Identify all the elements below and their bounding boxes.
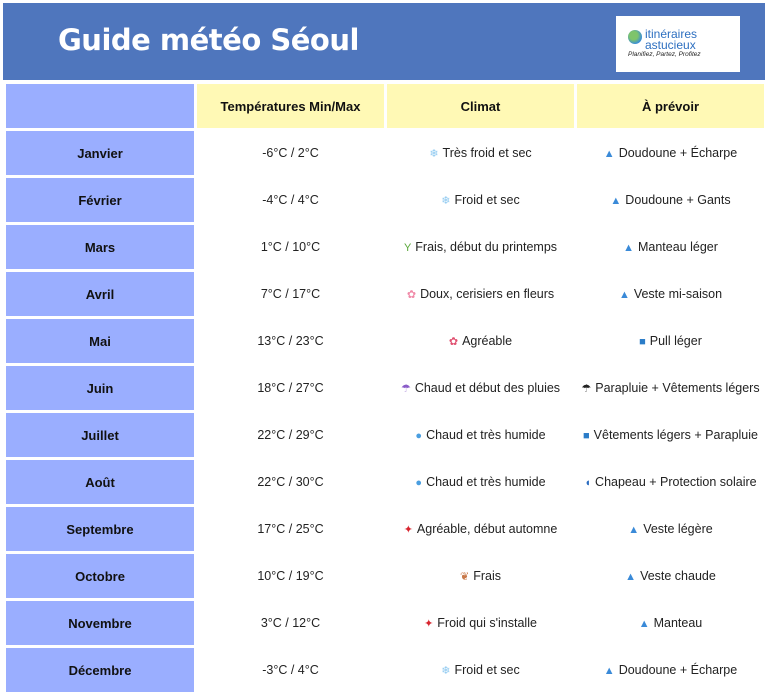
header-climate: Climat bbox=[387, 84, 574, 128]
coat-icon: ▲ bbox=[603, 665, 615, 677]
temperature-cell: 22°C / 30°C bbox=[257, 475, 324, 489]
gear-text: Veste légère bbox=[643, 522, 713, 536]
logo-line1: itinéraires bbox=[645, 27, 698, 41]
temperature-cell: -4°C / 4°C bbox=[262, 193, 319, 207]
temperature-cell: 3°C / 12°C bbox=[260, 616, 321, 630]
month-cell: Octobre bbox=[6, 554, 194, 598]
temperature-cell: -3°C / 4°C bbox=[262, 663, 319, 677]
tshirt-icon: ■ bbox=[583, 430, 590, 442]
climate-cell bbox=[387, 178, 574, 222]
table-row bbox=[6, 225, 764, 269]
temperature-cell: 22°C / 29°C bbox=[257, 428, 324, 442]
umbrella-icon: ☂ bbox=[581, 383, 592, 395]
header-temperatures: Températures Min/Max bbox=[197, 84, 384, 128]
climate-text: Frais bbox=[473, 569, 501, 583]
temperature-cell: 18°C / 27°C bbox=[257, 381, 324, 395]
month-cell: Avril bbox=[6, 272, 194, 316]
climate-text: Agréable bbox=[462, 334, 513, 348]
gear-cell bbox=[577, 319, 764, 363]
coat-icon: ▲ bbox=[623, 242, 634, 254]
climate-cell bbox=[387, 225, 574, 269]
gear-text: Veste mi-saison bbox=[633, 287, 723, 301]
coat-icon: ▲ bbox=[610, 195, 622, 207]
temperature-cell: 13°C / 23°C bbox=[257, 334, 324, 348]
climate-text: Agréable, début automne bbox=[416, 522, 558, 536]
month-cell: Novembre bbox=[6, 601, 194, 645]
table-row bbox=[6, 460, 764, 504]
gear-text: Doudoune + Gants bbox=[625, 193, 731, 207]
month-cell: Janvier bbox=[6, 131, 194, 175]
gear-cell bbox=[577, 460, 764, 504]
gear-text: Manteau léger bbox=[637, 240, 718, 254]
climate-text: Chaud et très humide bbox=[426, 475, 546, 489]
climate-cell bbox=[387, 413, 574, 457]
gear-text: Manteau bbox=[653, 616, 703, 630]
climate-cell bbox=[387, 131, 574, 175]
climate-cell bbox=[387, 319, 574, 363]
month-cell: Juin bbox=[6, 366, 194, 410]
globe-icon bbox=[628, 30, 642, 44]
header-banner bbox=[3, 3, 765, 80]
gear-cell bbox=[577, 131, 764, 175]
climate-text: Très froid et sec bbox=[442, 146, 532, 160]
table-row bbox=[6, 648, 764, 692]
gear-cell bbox=[577, 366, 764, 410]
climate-text: Froid qui s'installe bbox=[437, 616, 537, 630]
month-cell: Décembre bbox=[6, 648, 194, 692]
climate-text: Frais, début du printemps bbox=[415, 240, 558, 254]
climate-cell bbox=[387, 507, 574, 551]
table-row bbox=[6, 601, 764, 645]
climate-text: Chaud et début des pluies bbox=[414, 381, 561, 395]
droplet-icon: ● bbox=[415, 430, 423, 442]
coat-icon: ▲ bbox=[618, 289, 630, 301]
gear-cell bbox=[577, 225, 764, 269]
climate-cell bbox=[387, 648, 574, 692]
table-row bbox=[6, 319, 764, 363]
coat-icon: ▲ bbox=[628, 524, 640, 536]
header-blank bbox=[6, 84, 194, 128]
page-title: Guide météo Séoul bbox=[58, 23, 359, 57]
month-cell: Août bbox=[6, 460, 194, 504]
logo-tagline: Planifiez, Partez, Profitez bbox=[628, 51, 701, 58]
climate-cell bbox=[387, 272, 574, 316]
snowflake-icon: ❄ bbox=[429, 148, 439, 160]
umbrella-rain-icon: ☂ bbox=[400, 383, 411, 395]
table-header-row bbox=[6, 84, 764, 128]
cherry-blossom-icon: ✿ bbox=[406, 289, 417, 301]
month-cell: Février bbox=[6, 178, 194, 222]
logo bbox=[616, 16, 740, 72]
coat-icon: ▲ bbox=[603, 148, 615, 160]
climate-cell bbox=[387, 366, 574, 410]
seedling-icon: Y bbox=[403, 242, 412, 254]
month-cell: Mars bbox=[6, 225, 194, 269]
temperature-cell: 7°C / 17°C bbox=[260, 287, 321, 301]
climate-cell bbox=[387, 554, 574, 598]
gear-cell bbox=[577, 413, 764, 457]
snowflake-icon: ❄ bbox=[441, 665, 451, 677]
gear-cell bbox=[577, 601, 764, 645]
maple-leaf-icon: ✦ bbox=[424, 618, 434, 630]
climate-cell bbox=[387, 601, 574, 645]
gear-cell bbox=[577, 507, 764, 551]
coat-icon: ▲ bbox=[638, 618, 650, 630]
gear-cell bbox=[577, 178, 764, 222]
hibiscus-icon: ✿ bbox=[448, 336, 459, 348]
gear-cell bbox=[577, 554, 764, 598]
temperature-cell: 1°C / 10°C bbox=[260, 240, 321, 254]
temperature-cell: 17°C / 25°C bbox=[257, 522, 324, 536]
climate-text: Chaud et très humide bbox=[426, 428, 546, 442]
gear-cell bbox=[577, 272, 764, 316]
temperature-cell: 10°C / 19°C bbox=[257, 569, 324, 583]
table-row bbox=[6, 507, 764, 551]
gear-text: Doudoune + Écharpe bbox=[618, 663, 738, 677]
header-gear: À prévoir bbox=[577, 84, 764, 128]
climate-text: Froid et sec bbox=[454, 663, 520, 677]
gear-text: Chapeau + Protection solaire bbox=[595, 475, 757, 489]
month-cell: Mai bbox=[6, 319, 194, 363]
climate-cell bbox=[387, 460, 574, 504]
month-cell: Septembre bbox=[6, 507, 194, 551]
gear-text: Parapluie + Vêtements légers bbox=[595, 381, 760, 395]
table-row bbox=[6, 178, 764, 222]
table-row bbox=[6, 554, 764, 598]
climate-text: Froid et sec bbox=[454, 193, 520, 207]
fallen-leaf-icon: ❦ bbox=[460, 571, 470, 583]
droplet-icon: ● bbox=[415, 477, 423, 489]
table-row bbox=[6, 413, 764, 457]
cap-icon: ◖ bbox=[584, 477, 592, 489]
gear-text: Pull léger bbox=[649, 334, 702, 348]
maple-leaf-icon: ✦ bbox=[403, 524, 413, 536]
weather-table bbox=[3, 81, 767, 695]
gear-text: Vêtements légers + Parapluie bbox=[593, 428, 758, 442]
snowflake-icon: ❄ bbox=[441, 195, 451, 207]
climate-text: Doux, cerisiers en fleurs bbox=[420, 287, 555, 301]
table-row bbox=[6, 272, 764, 316]
month-cell: Juillet bbox=[6, 413, 194, 457]
table-row bbox=[6, 131, 764, 175]
logo-line2: astucieux bbox=[645, 38, 696, 52]
tshirt-icon: ■ bbox=[639, 336, 646, 348]
coat-icon: ▲ bbox=[625, 571, 637, 583]
gear-text: Doudoune + Écharpe bbox=[618, 146, 738, 160]
gear-text: Veste chaude bbox=[640, 569, 716, 583]
gear-cell bbox=[577, 648, 764, 692]
temperature-cell: -6°C / 2°C bbox=[262, 146, 319, 160]
table-row bbox=[6, 366, 764, 410]
